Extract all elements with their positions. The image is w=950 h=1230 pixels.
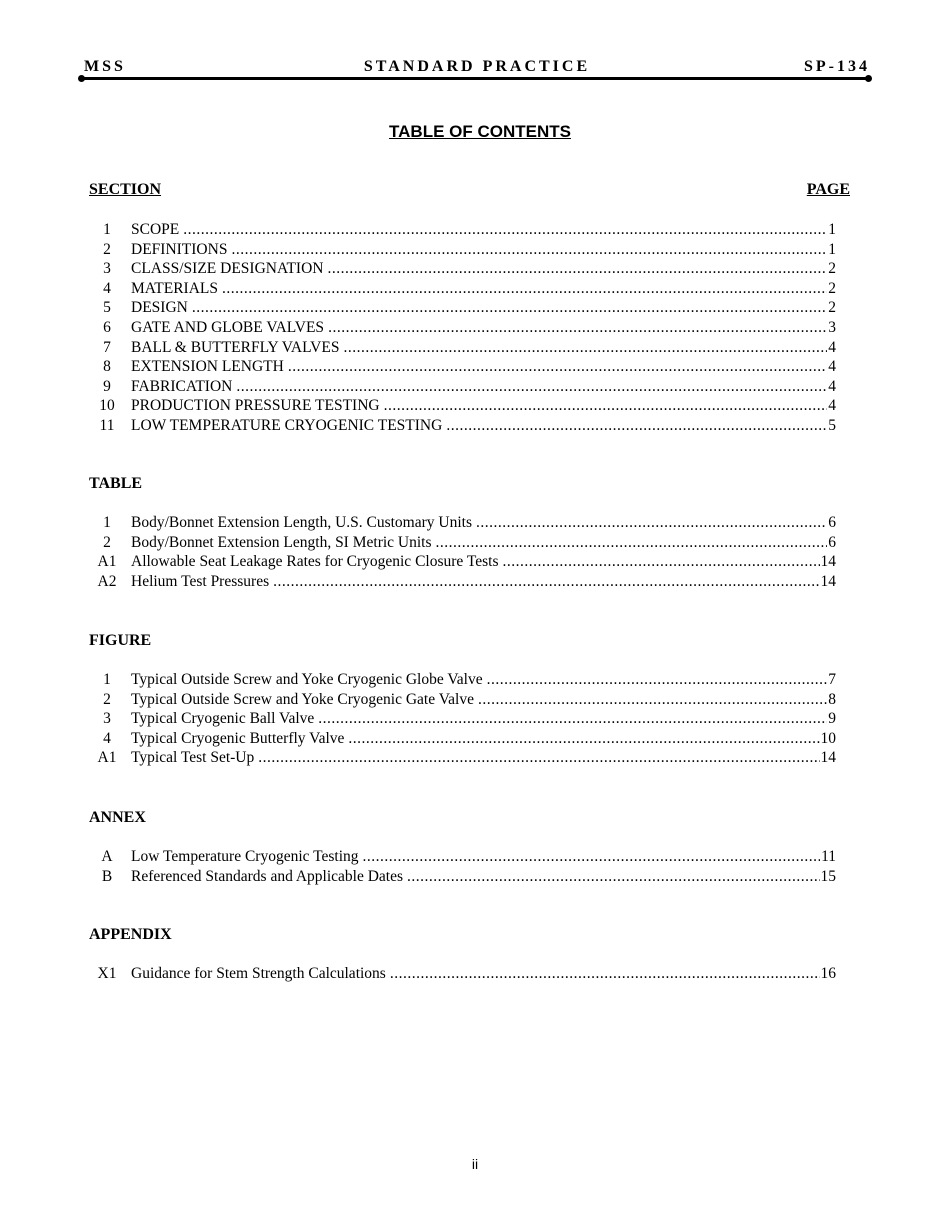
dot-leader xyxy=(273,572,819,592)
entry-title: Typical Outside Screw and Yoke Cryogenic Gate Valve xyxy=(131,690,474,708)
dot-leader xyxy=(288,357,827,377)
dot-leader xyxy=(236,377,827,397)
entry-page: 4 xyxy=(828,397,836,415)
entry-page: 11 xyxy=(821,848,836,865)
entry-number: 3 xyxy=(103,710,111,728)
dot-leader xyxy=(222,279,827,299)
entry-page: 2 xyxy=(828,299,836,317)
entry-page: 7 xyxy=(828,671,836,688)
entry-number: X1 xyxy=(97,965,117,982)
toc-entry[interactable] xyxy=(89,748,836,768)
toc-entry[interactable] xyxy=(89,279,836,299)
toc-entry[interactable] xyxy=(89,318,836,338)
dot-leader xyxy=(487,670,828,690)
dot-leader xyxy=(192,298,827,318)
entry-page: 9 xyxy=(828,710,836,728)
page-number: ii xyxy=(471,1156,479,1172)
entry-number: 7 xyxy=(103,338,111,356)
entry-page: 14 xyxy=(820,553,836,571)
toc-entry[interactable] xyxy=(89,513,836,533)
toc-entry[interactable] xyxy=(89,709,836,729)
toc-entry[interactable] xyxy=(89,572,836,592)
entry-page: 2 xyxy=(828,279,836,297)
dot-leader xyxy=(407,867,819,887)
entry-page: 4 xyxy=(828,338,836,356)
dot-leader xyxy=(258,748,819,768)
entry-number: 11 xyxy=(99,416,115,434)
entry-page: 5 xyxy=(828,416,836,434)
entry-number: 3 xyxy=(103,260,111,278)
entry-page: 14 xyxy=(820,572,836,590)
dot-leader xyxy=(363,847,821,867)
entry-title: Typical Cryogenic Ball Valve xyxy=(131,710,315,728)
entry-number: 4 xyxy=(103,279,111,297)
entry-number: B xyxy=(101,867,113,885)
entry-title: BALL & BUTTERFLY VALVES xyxy=(131,338,340,356)
entry-number: A2 xyxy=(97,572,117,590)
entry-title: MATERIALS xyxy=(131,279,218,297)
entry-title: DESIGN xyxy=(131,299,188,317)
dot-leader xyxy=(343,338,827,358)
entry-page: 10 xyxy=(820,729,836,747)
dot-leader xyxy=(327,259,827,279)
entry-title: FABRICATION xyxy=(131,377,233,395)
toc-entry[interactable] xyxy=(89,357,836,377)
figures-list xyxy=(89,631,836,768)
entry-title: EXTENSION LENGTH xyxy=(131,358,284,376)
dot-leader xyxy=(478,690,827,710)
entry-title: Low Temperature Cryogenic Testing xyxy=(131,848,359,865)
sections-list xyxy=(89,220,836,436)
toc-entry[interactable] xyxy=(89,964,836,984)
entry-number: 10 xyxy=(99,397,115,415)
entry-page: 4 xyxy=(828,358,836,376)
entry-number: 1 xyxy=(103,221,111,238)
entry-page: 2 xyxy=(828,260,836,278)
dot-leader xyxy=(446,416,827,436)
entry-title: CLASS/SIZE DESIGNATION xyxy=(131,260,324,278)
dot-leader xyxy=(476,513,827,533)
entry-number: 1 xyxy=(103,514,111,531)
dot-leader xyxy=(503,552,820,572)
header-title: STANDARD PRACTICE xyxy=(363,58,591,75)
toc-entry[interactable] xyxy=(89,338,836,358)
entry-title: Typical Test Set-Up xyxy=(131,749,255,767)
entry-title: Typical Outside Screw and Yoke Cryogenic Globe Valve xyxy=(131,671,483,688)
figures-heading: FIGURE xyxy=(89,632,152,649)
section-column-header: SECTION xyxy=(89,181,162,198)
header-doc-number: SP-134 xyxy=(804,58,870,75)
toc-entry[interactable] xyxy=(89,533,836,553)
entry-title: LOW TEMPERATURE CRYOGENIC TESTING xyxy=(131,416,443,434)
entry-number: 1 xyxy=(103,671,111,688)
entry-number: 2 xyxy=(103,240,111,258)
toc-entry[interactable] xyxy=(89,690,836,710)
appendix-heading: APPENDIX xyxy=(89,926,172,943)
tables-list xyxy=(89,474,836,591)
entry-number: 5 xyxy=(103,299,111,317)
entry-number: 8 xyxy=(103,358,111,376)
header-divider xyxy=(80,77,870,80)
annex-heading: ANNEX xyxy=(89,809,146,826)
toc-entry[interactable] xyxy=(89,240,836,260)
entry-title: SCOPE xyxy=(131,221,180,238)
entry-page: 1 xyxy=(828,240,836,258)
entry-title: Helium Test Pressures xyxy=(131,572,270,590)
entry-page: 14 xyxy=(820,749,836,767)
toc-entry[interactable] xyxy=(89,396,836,416)
toc-entry[interactable] xyxy=(89,847,836,867)
entry-title: Body/Bonnet Extension Length, U.S. Customary Units xyxy=(131,514,472,531)
tables-heading: TABLE xyxy=(89,475,143,492)
entry-page: 3 xyxy=(828,318,836,336)
annex-list xyxy=(89,808,836,886)
entry-page: 15 xyxy=(820,867,836,885)
entry-page: 1 xyxy=(828,221,836,238)
entry-page: 6 xyxy=(828,533,836,551)
toc-entry[interactable] xyxy=(89,298,836,318)
dot-leader xyxy=(183,220,827,240)
toc-entry[interactable] xyxy=(89,729,836,749)
entry-number: A1 xyxy=(97,749,117,767)
dot-leader xyxy=(318,709,827,729)
dot-leader xyxy=(436,533,828,553)
toc-entry[interactable] xyxy=(89,377,836,397)
entry-number: A xyxy=(101,848,113,865)
entry-number: 2 xyxy=(103,533,111,551)
toc-entry[interactable] xyxy=(89,259,836,279)
toc-entry[interactable] xyxy=(89,220,836,240)
dot-leader xyxy=(348,729,819,749)
page-column-header: PAGE xyxy=(806,181,850,198)
entry-title: Allowable Seat Leakage Rates for Cryogenic Closure Tests xyxy=(131,553,499,571)
entry-title: GATE AND GLOBE VALVES xyxy=(131,318,325,336)
entry-page: 16 xyxy=(820,965,836,982)
page-title: TABLE OF CONTENTS xyxy=(389,122,571,141)
entry-number: 4 xyxy=(103,729,111,747)
entry-page: 4 xyxy=(828,377,836,395)
entry-page: 6 xyxy=(828,514,836,531)
entry-title: Typical Cryogenic Butterfly Valve xyxy=(131,729,345,747)
toc-entry[interactable] xyxy=(89,670,836,690)
dot-leader xyxy=(384,396,828,416)
entry-title: PRODUCTION PRESSURE TESTING xyxy=(131,397,380,415)
toc-entry[interactable] xyxy=(89,552,836,572)
entry-title: Guidance for Stem Strength Calculations xyxy=(131,965,386,982)
dot-leader xyxy=(328,318,827,338)
page-header xyxy=(84,58,870,78)
entry-number: 2 xyxy=(103,690,111,708)
entry-number: 9 xyxy=(103,377,111,395)
entry-title: DEFINITIONS xyxy=(131,240,228,258)
header-org: MSS xyxy=(84,58,126,75)
toc-entry[interactable] xyxy=(89,867,836,887)
dot-leader xyxy=(231,240,827,260)
appendix-list xyxy=(89,925,836,984)
dot-leader xyxy=(390,964,820,984)
toc-entry[interactable] xyxy=(89,416,836,436)
entry-number: 6 xyxy=(103,318,111,336)
entry-page: 8 xyxy=(828,690,836,708)
entry-title: Body/Bonnet Extension Length, SI Metric Units xyxy=(131,533,432,551)
entry-title: Referenced Standards and Applicable Dates xyxy=(131,867,404,885)
entry-number: A1 xyxy=(97,553,117,571)
